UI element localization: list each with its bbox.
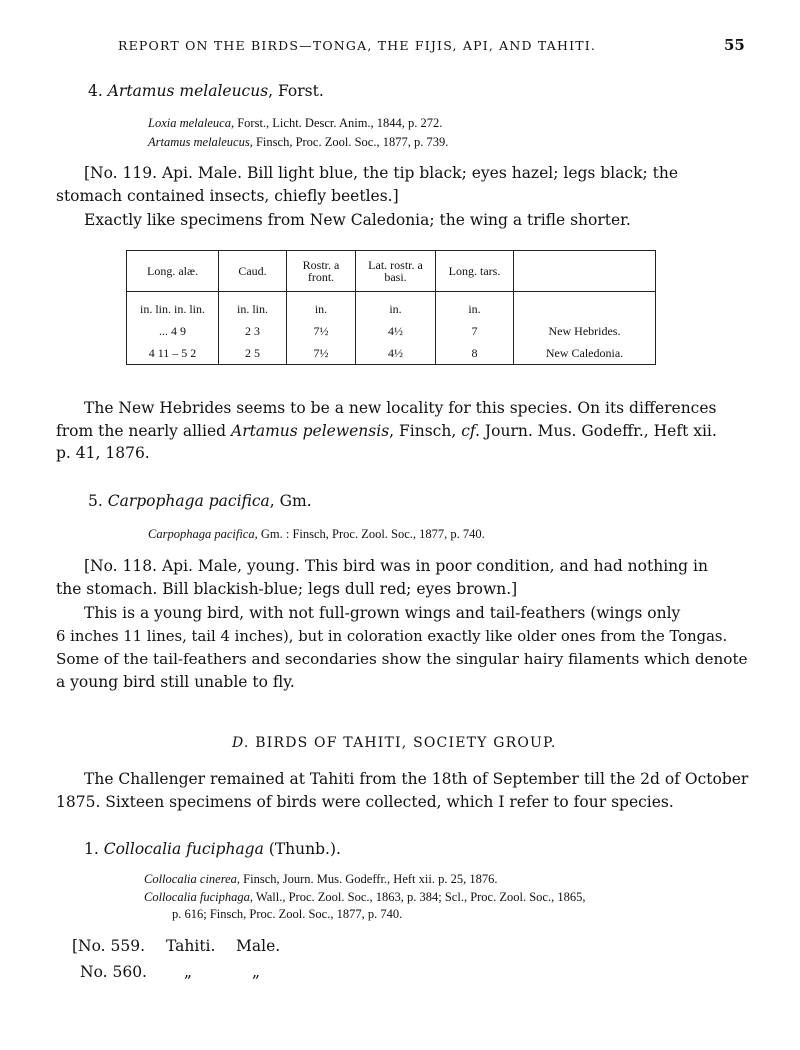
- page-number: 55: [724, 36, 745, 54]
- paragraph: This is a young bird, with not full-grown wings and tail-feathers (wings only: [84, 604, 681, 622]
- paragraph: The Challenger remained at Tahiti from the 18th of September till the 2d of October: [84, 770, 749, 788]
- specimen-note: stomach contained insects, chiefly beetles.]: [56, 187, 399, 205]
- species-heading-collocalia: 1. Collocalia fuciphaga (Thunb.).: [84, 840, 341, 858]
- paragraph: 1875. Sixteen specimens of birds were collected, which I refer to four species.: [56, 793, 674, 811]
- column-header: Long. alæ.: [127, 251, 219, 292]
- specimen-entry: [No. 559. Tahiti. Male.: [72, 937, 281, 955]
- specimen-note: [No. 118. Api. Male, young. This bird was in poor condition, and had nothing in: [84, 557, 708, 575]
- paragraph: from the nearly allied Artamus pelewensis, Finsch, cf. Journ. Mus. Godeffr., Heft xii.: [56, 422, 717, 440]
- synonym-reference: p. 616; Finsch, Proc. Zool. Soc., 1877, p. 740.: [172, 907, 403, 921]
- column-header: Long. tars.: [436, 251, 514, 292]
- table-cell: 4 11 – 5 2: [127, 342, 219, 365]
- table-cell: in.: [436, 292, 514, 321]
- table-cell: New Hebrides.: [514, 320, 656, 342]
- paragraph: 6 inches 11 lines, tail 4 inches), but in coloration exactly like older ones from the Tongas.: [56, 628, 728, 645]
- table-cell: in.: [287, 292, 356, 321]
- paragraph: a young bird still unable to fly.: [56, 673, 295, 691]
- table-cell: in.: [356, 292, 436, 321]
- table-cell: 7½: [287, 320, 356, 342]
- table-cell: 7½: [287, 342, 356, 365]
- table-cell: 4½: [356, 320, 436, 342]
- table-header-row: [127, 251, 656, 292]
- table-cell: in. lin.: [219, 292, 287, 321]
- column-header: Rostr. a front.: [287, 251, 356, 292]
- synonym-reference: Collocalia cinerea, Finsch, Journ. Mus. Godeffr., Heft xii. p. 25, 1876.: [144, 872, 498, 886]
- table-cell: 2 3: [219, 320, 287, 342]
- specimen-note: [No. 119. Api. Male. Bill light blue, the tip black; eyes hazel; legs black; the: [84, 164, 679, 182]
- table-cell: in. lin. in. lin.: [127, 292, 219, 321]
- remark: Exactly like specimens from New Caledonia; the wing a trifle shorter.: [84, 211, 631, 229]
- table-cell: New Caledonia.: [514, 342, 656, 365]
- paragraph: Some of the tail-feathers and secondaries show the singular hairy filaments which denote: [56, 650, 748, 668]
- table-cell: ... 4 9: [127, 320, 219, 342]
- specimen-entry: No. 560. „ „: [80, 963, 261, 981]
- synonym-reference: Carpophaga pacifica, Gm. : Finsch, Proc. Zool. Soc., 1877, p. 740.: [148, 527, 485, 541]
- measurement-table: [126, 250, 656, 365]
- species-heading-carpophaga: 5. Carpophaga pacifica, Gm.: [88, 492, 312, 510]
- section-title: D. BIRDS OF TAHITI, SOCIETY GROUP.: [232, 735, 557, 751]
- table-cell: 8: [436, 342, 514, 365]
- paragraph: p. 41, 1876.: [56, 444, 150, 462]
- synonym-reference: Collocalia fuciphaga, Wall., Proc. Zool. Soc., 1863, p. 384; Scl., Proc. Zool. Soc., 1865,: [144, 890, 586, 904]
- table-cell: 2 5: [219, 342, 287, 365]
- specimen-note: the stomach. Bill blackish-blue; legs dull red; eyes brown.]: [56, 580, 518, 598]
- column-header: [514, 251, 656, 292]
- column-header: Caud.: [219, 251, 287, 292]
- table-row: [127, 320, 656, 342]
- paragraph: The New Hebrides seems to be a new locality for this species. On its differences: [84, 399, 717, 417]
- units-row: [127, 292, 656, 321]
- species-heading-artamus: 4. Artamus melaleucus, Forst.: [88, 82, 324, 100]
- table-row: [127, 342, 656, 365]
- synonym-reference: Loxia melaleuca, Forst., Licht. Descr. Anim., 1844, p. 272.: [148, 116, 443, 130]
- table-cell: [514, 292, 656, 321]
- synonym-reference: Artamus melaleucus, Finsch, Proc. Zool. Soc., 1877, p. 739.: [148, 135, 449, 149]
- table-cell: 7: [436, 320, 514, 342]
- table-cell: 4½: [356, 342, 436, 365]
- column-header: Lat. rostr. a basi.: [356, 251, 436, 292]
- running-title: REPORT ON THE BIRDS—TONGA, THE FIJIS, API, AND TAHITI.: [118, 38, 597, 53]
